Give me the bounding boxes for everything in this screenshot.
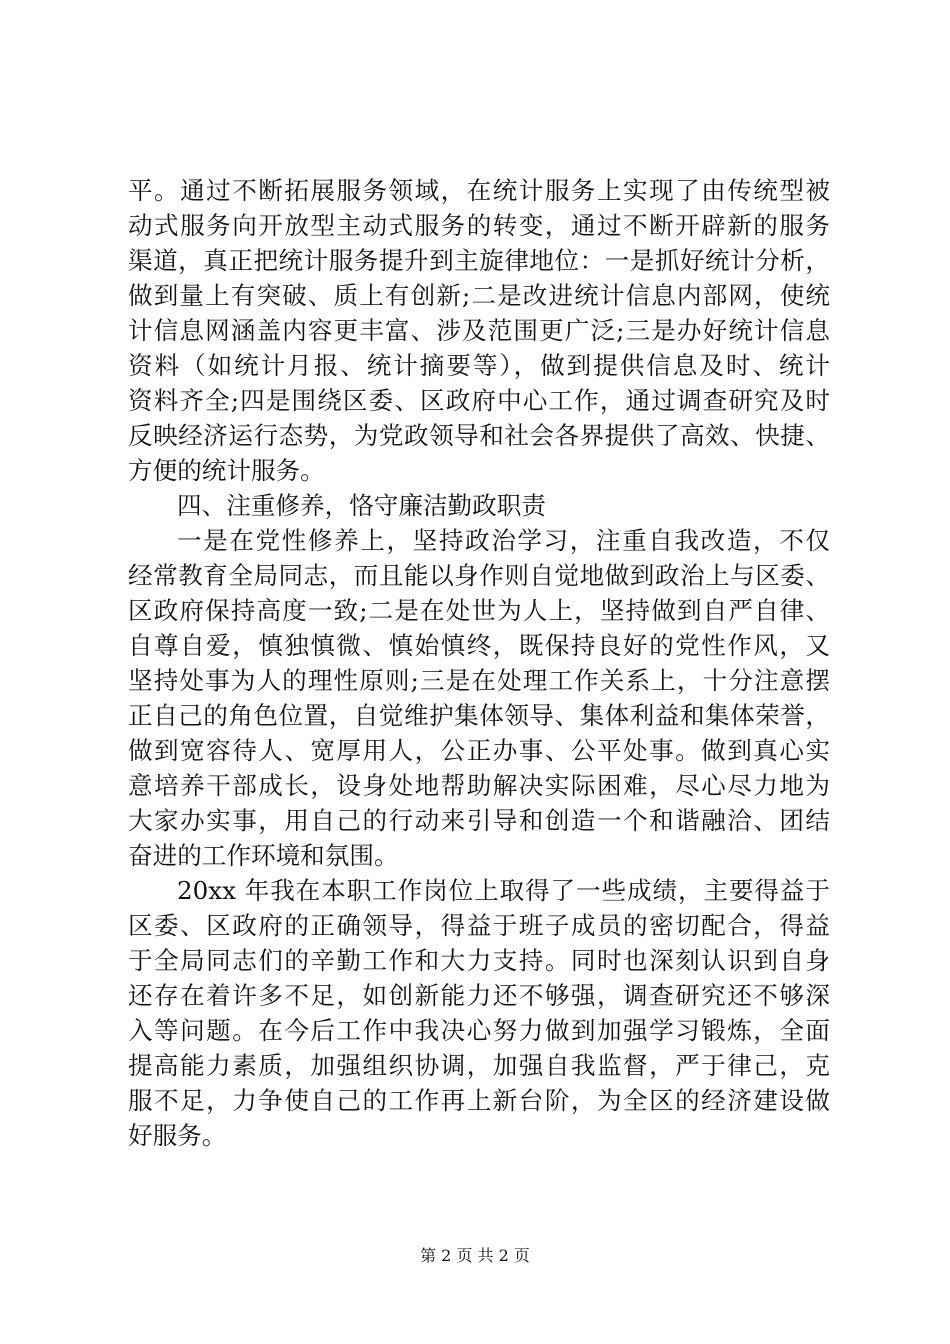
text-line: 资料（如统计月报、统计摘要等），做到提供信息及时、统计 [128,351,830,380]
section-heading-4: 四、注重修养，恪守廉洁勤政职责 [177,491,546,520]
text-line: 提高能力素质，加强组织协调，加强自我监督，严于律己，克 [128,1051,830,1080]
text-line: 资料齐全;四是围绕区委、区政府中心工作，通过调查研究及时 [128,386,830,415]
paragraph-self-cultivation [128,523,830,873]
text-line: 区委、区政府的正确领导，得益于班子成员的密切配合，得益 [128,911,830,940]
text-line: 动式服务向开放型主动式服务的转变，通过不断开辟新的服务 [128,211,830,240]
text-line: 计信息网涵盖内容更丰富、涉及范围更广泛;三是办好统计信息 [128,316,830,345]
paragraph-statistics-service [128,173,830,488]
text-line: 区政府保持高度一致;二是在处世为人上，坚持做到自严自律、 [128,596,830,625]
page-number-footer: 第 2 页 共 2 页 [420,1246,530,1265]
text-line: 入等问题。在今后工作中我决心努力做到加强学习锻炼，全面 [128,1016,830,1045]
text-line: 自尊自爱，慎独慎微、慎始慎终，既保持良好的党性作风，又 [128,631,830,660]
text-line: 做到宽容待人、宽厚用人，公正办事、公平处事。做到真心实 [128,736,830,765]
text-line: 一是在党性修养上，坚持政治学习，注重自我改造，不仅 [177,526,830,555]
document-body [128,173,830,1153]
text-line: 平。通过不断拓展服务领域，在统计服务上实现了由传统型被 [128,176,830,205]
text-line: 经常教育全局同志，而且能以身作则自觉地做到政治上与区委、 [128,561,830,590]
text-line: 大家办实事，用自己的行动来引导和创造一个和谐融洽、团结 [128,806,830,835]
paragraph-summary [128,873,830,1153]
text-line: 坚持处事为人的理性原则;三是在处理工作关系上，十分注意摆 [128,666,830,695]
text-line: 方便的统计服务。 [128,456,325,485]
text-line: 正自己的角色位置，自觉维护集体领导、集体利益和集体荣誉， [128,701,830,730]
text-line: 奋进的工作环境和氛围。 [128,841,399,870]
text-line: 好服务。 [128,1121,227,1150]
text-line: 做到量上有突破、质上有创新;二是改进统计信息内部网，使统 [128,281,830,310]
text-line: 服不足，力争使自己的工作再上新台阶，为全区的经济建设做 [128,1086,830,1115]
text-line: 还存在着许多不足，如创新能力还不够强，调查研究还不够深 [128,981,830,1010]
text-line: 意培养干部成长，设身处地帮助解决实际困难，尽心尽力地为 [128,771,830,800]
text-line: 反映经济运行态势，为党政领导和社会各界提供了高效、快捷、 [128,421,830,450]
text-line: 20xx 年我在本职工作岗位上取得了一些成绩，主要得益于 [177,876,830,905]
text-line: 渠道，真正把统计服务提升到主旋律地位：一是抓好统计分析， [128,246,830,275]
text-line: 于全局同志们的辛勤工作和大力支持。同时也深刻认识到自身 [128,946,830,975]
